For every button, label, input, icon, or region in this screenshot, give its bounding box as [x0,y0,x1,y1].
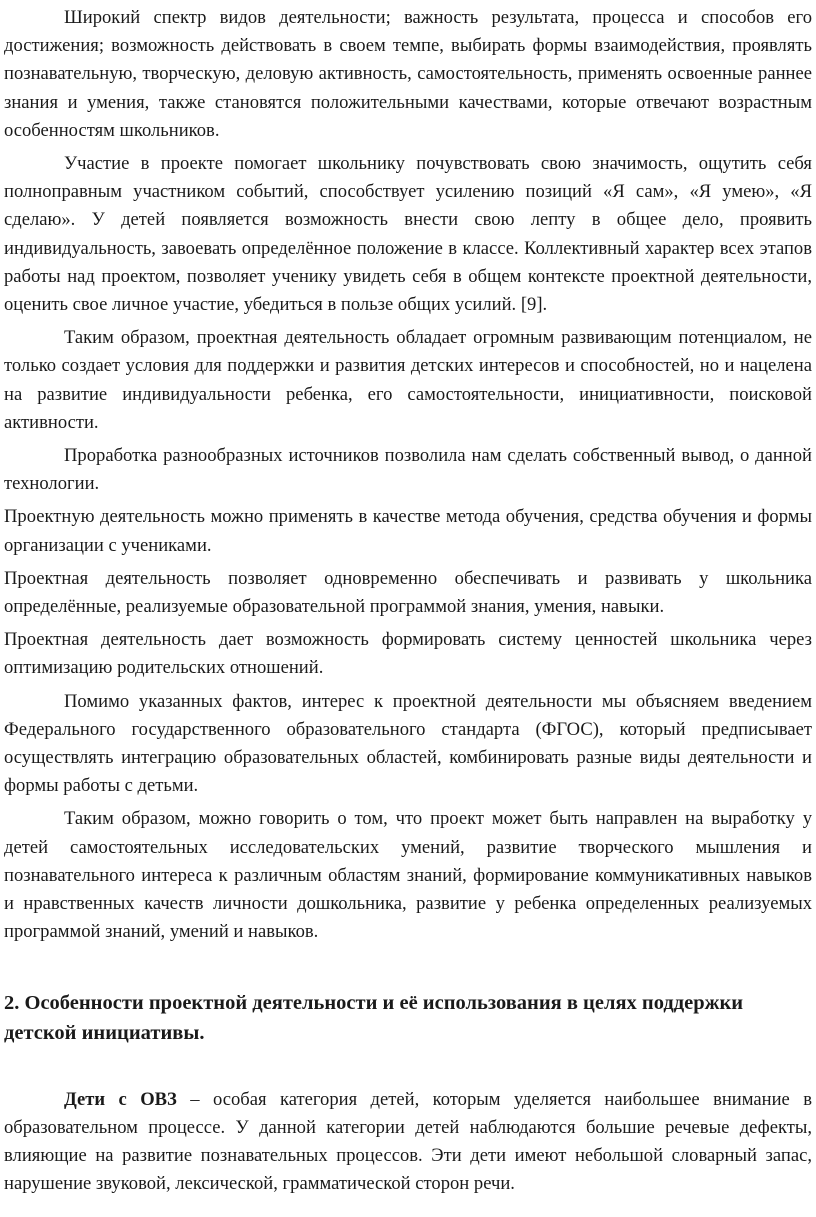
paragraph-children-ovz [4,1086,812,1199]
paragraph-activity-variety: Широкий спектр видов деятельности; важность результата, процесса и способов его достижения; возможность действовать в своем темпе, выбирать формы взаимодействия, проявлять познавательную, творческую, деловую активность, самостоятельность, применять освоенные раннее знания и умения, также становятся положительными качествами, которые отвечают возрастным особенностям школьников. [4,7,812,141]
paragraph-project-participation: Участие в проекте помогает школьнику почувствовать свою значимость, ощутить себя полноправным участником событий, способствует усилению позиций «Я сам», «Я умею», «Я сделаю». У детей появляется возможность внести свою лепту в общее дело, проявить индивидуальность, завоевать определённое положение в классе. Коллективный характер всех этапов работы над проектом, позволяет ученику увидеть себя в общем контексте проектной деятельности, оценить свое личное участие, убедиться в пользе общих усилий. [9]. [4,153,812,316]
paragraph-own-conclusion: Проработка разнообразных источников позволила нам сделать собственный вывод, о данной технологии. [4,445,812,495]
section-heading: 2. Особенности проектной деятельности и её использования в целях поддержки детской инициативы. [4,991,744,1044]
bold-term: Дети с ОВЗ [64,1088,177,1110]
paragraph-project-direction: Таким образом, можно говорить о том, что проект может быть направлен на выработку у детей самостоятельных исследовательских умений, развитие творческого мышления и познавательного интереса к различным областям знаний, формирование коммуникативных навыков и нравственных качеств личности дошкольника, развитие у ребенка определенных реализуемых программой знаний, умений и навыков. [4,808,812,943]
paragraph-values-system: Проектная деятельность дает возможность формировать систему ценностей школьника через оптимизацию родительских отношений. [4,629,812,679]
paragraph-fgos: Помимо указанных фактов, интерес к проектной деятельности мы объясняем введением Федерального государственного образовательного стандарта (ФГОС), который предписывает осуществлять интеграцию образовательных областей, комбинировать разные виды деятельности и формы работы с детьми. [4,690,812,797]
paragraph-text: – особая категория детей, которым уделяется наибольшее внимание в образовательном процессе. У данной категории детей наблюдаются большие речевые дефекты, влияющие на развитие познавательных процессов. Эти дети имеют небольшой словарный запас, нарушение звуковой, лексической, грамматической сторон речи. [4,1088,812,1195]
paragraph-developing-potential: Таким образом, проектная деятельность обладает огромным развивающим потенциалом, не только создает условия для поддержки и развития детских интересов и способностей, но и нацелена на развитие индивидуальности ребенка, его самостоятельности, инициативности, поисковой активности. [4,327,812,433]
paragraph-teaching-method: Проектную деятельность можно применять в качестве метода обучения, средства обучения и формы организации с учениками. [4,506,812,556]
paragraph-skills-development: Проектная деятельность позволяет одновременно обеспечивать и развивать у школьника определённые, реализуемые образовательной программой знания, умения, навыки. [4,567,812,618]
